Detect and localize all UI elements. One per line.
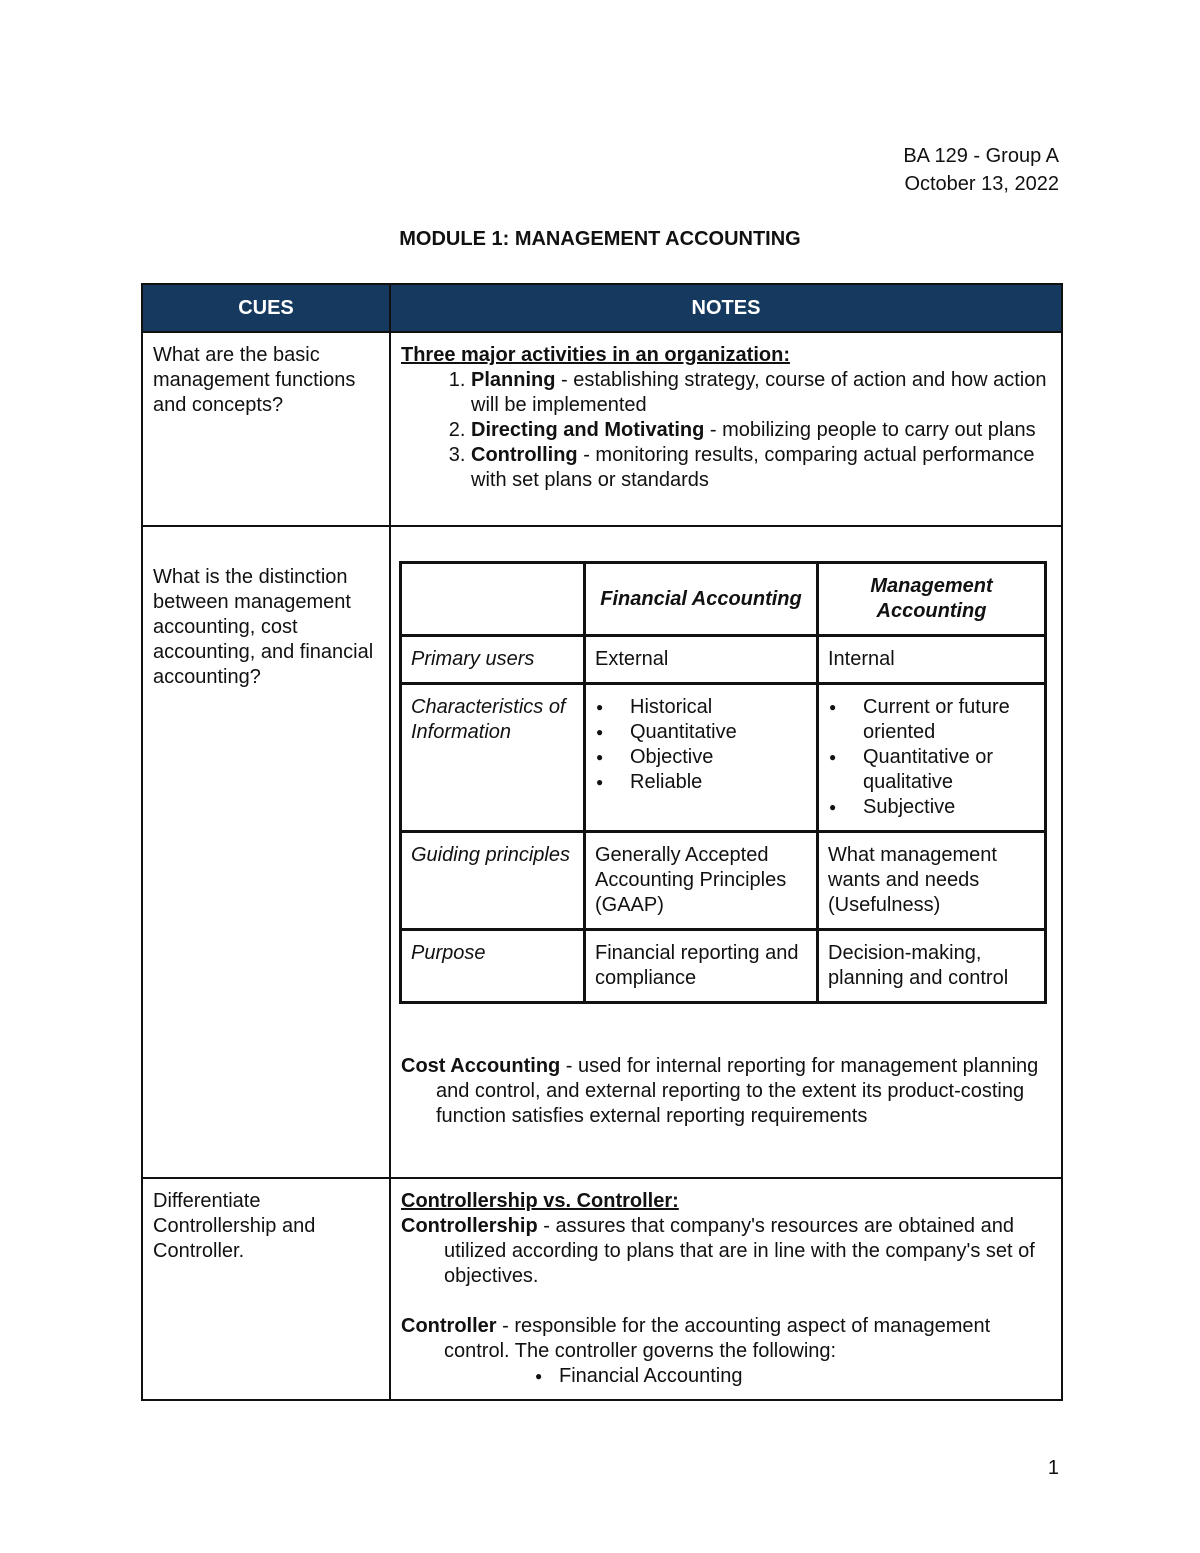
- table-cell: External: [585, 636, 818, 684]
- bullet-list: [828, 695, 1035, 820]
- notes-header: NOTES: [390, 284, 1062, 332]
- controller-definition: Controller - responsible for the accounting aspect of management control. The controller governs the following:: [401, 1315, 991, 1362]
- cue-cell: Differentiate Controllership and Controller.: [142, 1178, 390, 1400]
- cue-cell: What is the distinction between management accounting, cost accounting, and financial accounting?: [142, 526, 390, 1178]
- table-cell: Financial reporting and compliance: [585, 930, 818, 1003]
- table-cell: Decision-making, planning and control: [818, 930, 1046, 1003]
- table-row: [401, 832, 1046, 930]
- list-item: ● Objective: [630, 745, 807, 770]
- table-row: [401, 684, 1046, 832]
- bullet-list: [401, 1364, 1051, 1389]
- course-label: BA 129 - Group A: [903, 145, 1059, 167]
- table-cell: Generally Accepted Accounting Principles (GAAP): [585, 832, 818, 930]
- notes-cell: [390, 526, 1062, 1178]
- cost-accounting-note: Cost Accounting - used for internal reporting for management planning and control, and external reporting to the extent its product-costing function satisfies external reporting requirements: [401, 1055, 1039, 1127]
- list-item: 1. Planning - establishing strategy, course of action and how action will be implemented: [471, 368, 1051, 418]
- cue-cell: What are the basic management functions and concepts?: [142, 332, 390, 526]
- table-row: [401, 930, 1046, 1003]
- section-heading: Three major activities in an organization:: [401, 344, 790, 366]
- bullet-list: [595, 695, 807, 795]
- row-label: Guiding principles: [401, 832, 585, 930]
- list-item: ● Financial Accounting: [559, 1364, 1051, 1389]
- table-row: [142, 526, 1062, 1178]
- table-cell: What management wants and needs (Usefulness): [818, 832, 1046, 930]
- cornell-notes-table: [141, 283, 1063, 1401]
- table-row: [142, 1178, 1062, 1400]
- list-item: ● Subjective: [863, 795, 1035, 820]
- notes-cell: [390, 1178, 1062, 1400]
- document-header: [903, 142, 1059, 198]
- table-row: [401, 636, 1046, 684]
- list-item: ● Current or future oriented: [863, 695, 1035, 745]
- list-item: ● Reliable: [630, 770, 807, 795]
- date-label: October 13, 2022: [904, 173, 1059, 195]
- table-header-row: [142, 284, 1062, 332]
- table-cell: Internal: [818, 636, 1046, 684]
- list-item: ● Quantitative or qualitative: [863, 745, 1035, 795]
- activities-list: [401, 368, 1051, 493]
- list-item: 2. Directing and Motivating - mobilizing people to carry out plans: [471, 418, 1051, 443]
- notes-cell: [390, 332, 1062, 526]
- financial-accounting-header: Financial Accounting: [585, 563, 818, 636]
- list-item: ● Historical: [630, 695, 807, 720]
- page-title: MODULE 1: MANAGEMENT ACCOUNTING: [399, 228, 801, 250]
- empty-cell: [401, 563, 585, 636]
- list-item: 3. Controlling - monitoring results, comparing actual performance with set plans or standards: [471, 443, 1051, 493]
- list-item: ● Quantitative: [630, 720, 807, 745]
- row-label: Primary users: [401, 636, 585, 684]
- table-cell: [818, 684, 1046, 832]
- table-row: [401, 563, 1046, 636]
- management-accounting-header: Management Accounting: [818, 563, 1046, 636]
- cues-header: CUES: [142, 284, 390, 332]
- page-number: 1: [1047, 1457, 1059, 1479]
- section-heading: Controllership vs. Controller:: [401, 1190, 679, 1212]
- controllership-definition: Controllership - assures that company's resources are obtained and utilized according to plans that are in line with the company's set of objectives.: [401, 1215, 1035, 1287]
- table-cell: [585, 684, 818, 832]
- row-label: Characteristics of Information: [401, 684, 585, 832]
- table-row: [142, 332, 1062, 526]
- row-label: Purpose: [401, 930, 585, 1003]
- comparison-table: [399, 561, 1047, 1004]
